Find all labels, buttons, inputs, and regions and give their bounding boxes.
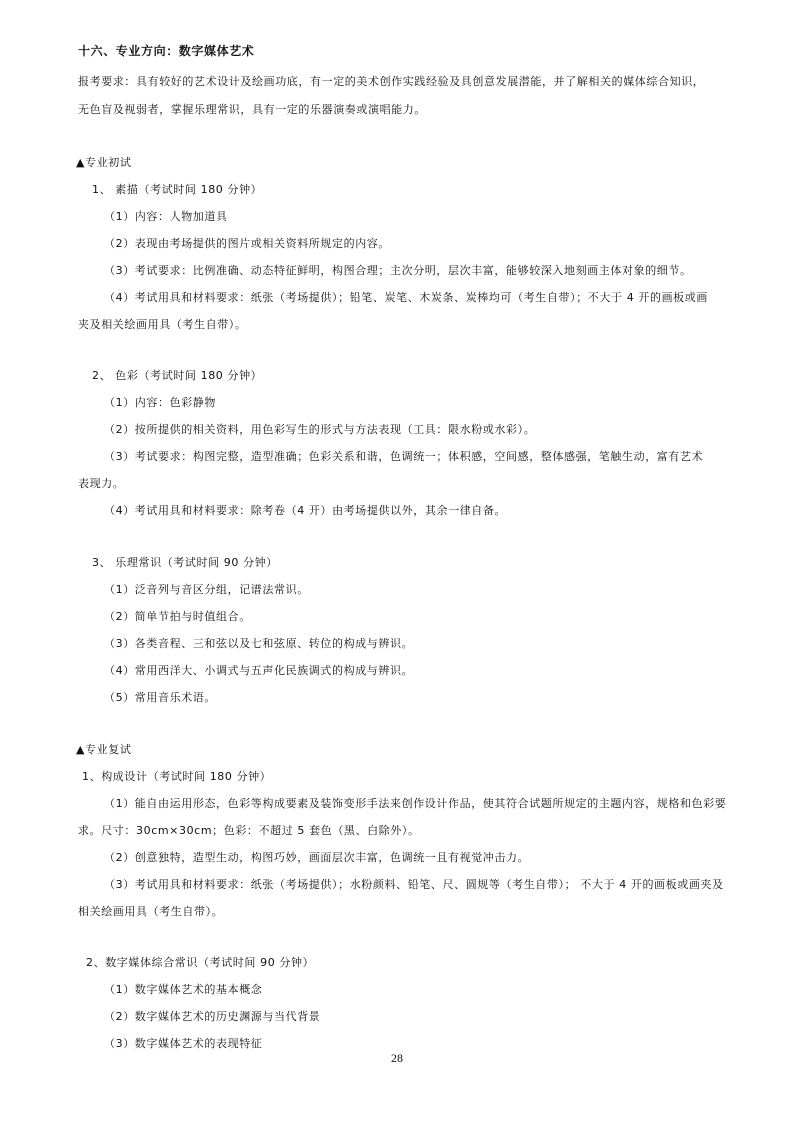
composition-item: （3）考试用具和材料要求：纸张（考场提供）；水粉颜料、铅笔、尺、圆规等（考生自带）； 不大于 4 开的画板或画夹及 [104,878,724,891]
sketch-item: （1）内容：人物加道具 [104,210,228,223]
music-item: （5）常用音乐术语。 [104,691,216,704]
color-item-cont: 表现力。 [78,477,125,490]
digital-item: （2）数字媒体艺术的历史渊源与当代背景 [104,1010,321,1023]
page-number: 28 [391,1051,403,1065]
color-item: （4）考试用具和材料要求：除考卷（4 开）由考场提供以外，其余一律自备。 [104,504,507,517]
sketch-item: （4）考试用具和材料要求：纸张（考场提供）；铅笔、炭笔、木炭条、炭棒均可（考生自带）；不大于 4 开的画板或画 [104,291,708,304]
music-item: （1）泛音列与音区分组，记谱法常识。 [104,583,309,596]
composition-item: （1）能自由运用形态，色彩等构成要素及装饰变形手法来创作设计作品，使其符合试题所规定的主题内容，规格和色彩要 [104,797,727,810]
composition-title: 1、构成设计（考试时间 180 分钟） [82,770,272,783]
music-item: （4）常用西洋大、小调式与五声化民族调式的构成与辨识。 [104,664,414,677]
color-item: （2）按所提供的相关资料，用色彩写生的形式与方法表现（工具：限水粉或水彩）。 [104,423,536,436]
initial-exam-heading: ▲专业初试 [76,156,132,169]
composition-item: （2）创意独特，造型生动，构图巧妙，画面层次丰富，色调统一且有视觉冲击力。 [104,851,530,864]
retest-heading: ▲专业复试 [76,743,132,756]
section-title: 十六、专业方向：数字媒体艺术 [78,44,255,58]
requirements-line: 无色盲及视弱者，掌握乐理常识，具有一定的乐器演奏或演唱能力。 [78,103,426,116]
sketch-title: 1、 素描（考试时间 180 分钟） [92,183,263,196]
requirements-line: 报考要求：具有较好的艺术设计及绘画功底，有一定的美术创作实践经验及具创意发展潜能，并了解相关的媒体综合知识， [78,75,705,88]
music-title: 3、 乐理常识（考试时间 90 分钟） [92,556,278,569]
digital-item: （1）数字媒体艺术的基本概念 [104,983,263,996]
sketch-item-cont: 夹及相关绘画用具（考生自带）。 [78,318,247,331]
composition-item-cont: 求。尺寸：30cm×30cm；色彩：不超过 5 套色（黑、白除外）。 [78,824,420,837]
digital-title: 2、数字媒体综合常识（考试时间 90 分钟） [86,956,315,969]
music-item: （3）各类音程、三和弦以及七和弦原、转位的构成与辨识。 [104,637,414,650]
sketch-item: （2）表现由考场提供的图片或相关资料所规定的内容。 [104,237,390,250]
color-title: 2、 色彩（考试时间 180 分钟） [92,369,263,382]
sketch-item: （3）考试要求：比例准确、动态特征鲜明，构图合理；主次分明，层次丰富，能够较深入地刻画主体对象的细节。 [104,264,692,277]
composition-item-cont: 相关绘画用具（考生自带）。 [78,905,224,918]
color-item: （3）考试要求：构图完整，造型准确；色彩关系和谐，色调统一；体积感，空间感，整体感强，笔触生动，富有艺术 [104,450,704,463]
music-item: （2）简单节拍与时值组合。 [104,610,251,623]
digital-item: （3）数字媒体艺术的表现特征 [104,1037,263,1050]
color-item: （1）内容：色彩静物 [104,396,216,409]
